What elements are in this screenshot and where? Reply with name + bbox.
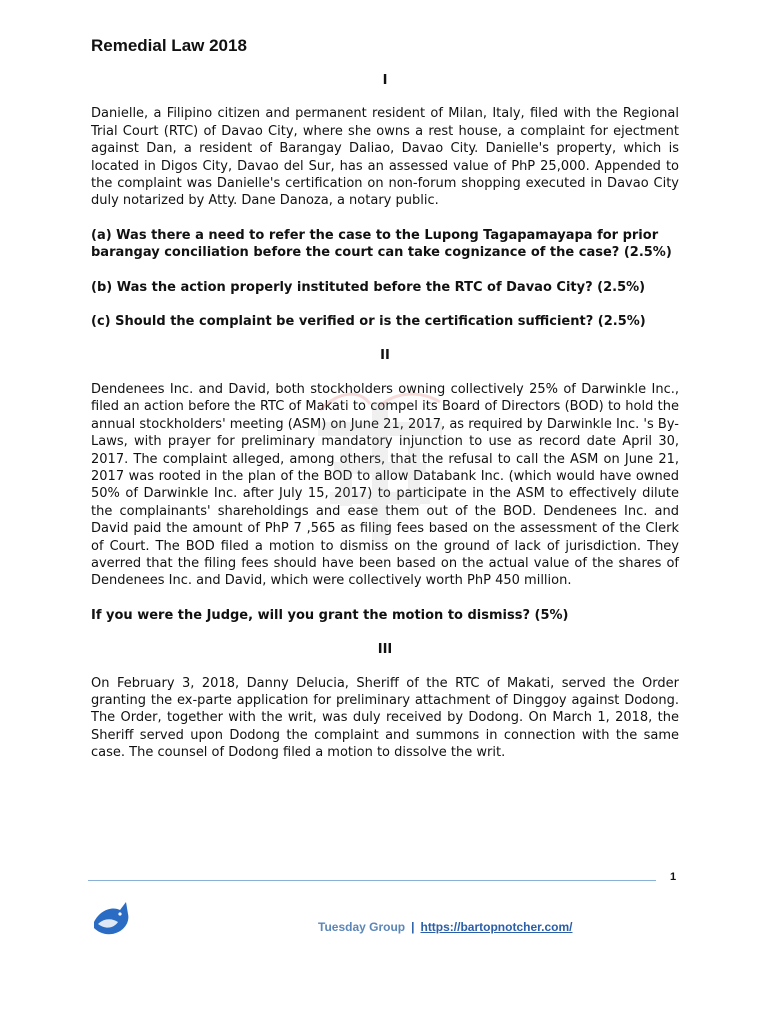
question: (b) Was the action properly instituted before the RTC of Davao City? (2.5%) (91, 279, 646, 295)
question: (c) Should the complaint be verified or is the certification sufficient? (2.5%) (91, 314, 646, 330)
blue-fox-logo-icon (90, 900, 132, 936)
fact-paragraph: Danielle, a Filipino citizen and permanent resident of Milan, Italy, filed with the Regional Trial Court (RTC) of Davao City, where she owns a rest house, a complaint for ejectment against Dan, a resident of Barangay Daliao, Davao City. Danielle's property, which is located in Digos City, Davao del Sur, has an assessed value of PhP 25,000. Appended to the complaint was Danielle's certification on non-forum shopping executed in Davao City duly notarized by Atty. Dane Danoza, a notary public. (91, 106, 679, 209)
fact-paragraph: Dendenees Inc. and David, both stockholders owning collectively 25% of Darwinkle Inc., filed an action before the RTC of Makati to compel its Board of Directors (BOD) to hold the annual stockholders' meeting (ASM) on June 21, 2017, as required by Darwinkle Inc. 's By-Laws, with prayer for preliminary mandatory injunction to use as record date April 30, 2017. The complaint alleged, among others, that the refusal to call the ASM on June 21, 2017 was rooted in the plan of the BOD to allow Databank Inc. (which would have owned 50% of Darwinkle Inc. after July 15, 2017) to participate in the ASM to effectively dilute the complainants' shareholdings and ease them out of the BOD. Dendenees Inc. and David paid the amount of PhP 7 ,565 as filing fees based on the assessment of the Clerk of Court. The BOD filed a motion to dismiss on the ground of lack of jurisdiction. They averred that the filing fees should have been based on the actual value of the shares of Dendenees Inc. and David, which were collectively worth PhP 450 million. (91, 381, 679, 589)
website-link[interactable]: https://bartopnotcher.com/ (420, 920, 573, 934)
footer-separator: | (411, 920, 415, 934)
footer-text (318, 920, 573, 934)
footer-divider (88, 880, 656, 881)
fact-paragraph: On February 3, 2018, Danny Delucia, Sheriff of the RTC of Makati, served the Order granting the ex-parte application for preliminary attachment of Dinggoy against Dodong. The Order, together with the writ, was duly received by Dodong. On March 1, 2018, the Sheriff served upon Dodong the complaint and summons in connection with the same case. The counsel of Dodong filed a motion to dissolve the writ. (91, 675, 679, 761)
document-body (91, 72, 679, 779)
page-number: 1 (670, 871, 677, 883)
section-numeral: I (382, 73, 388, 88)
section-numeral: III (377, 642, 393, 658)
question: If you were the Judge, will you grant the motion to dismiss? (5%) (91, 607, 569, 623)
page-title: Remedial Law 2018 (91, 36, 247, 55)
section-numeral: II (380, 348, 390, 364)
group-name: Tuesday Group (318, 920, 406, 934)
question: (a) Was there a need to refer the case to the Lupong Tagapamayapa for prior barangay conciliation before the court can take cognizance of the case? (2.5%) (91, 227, 672, 261)
